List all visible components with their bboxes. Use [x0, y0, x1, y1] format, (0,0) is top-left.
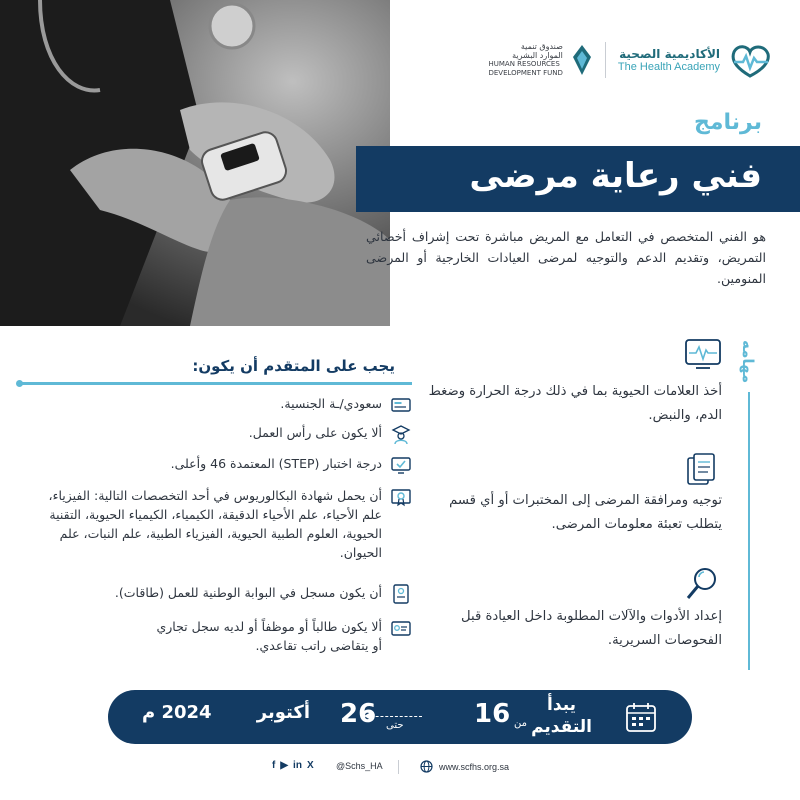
- health-academy-logo: [606, 42, 772, 78]
- hrdf-mark-icon: [571, 43, 593, 77]
- graduate-icon: [390, 423, 412, 445]
- task-item: أخذ العلامات الحيوية بما في ذلك درجة الحرارة وضغط الدم، والنبض.: [428, 384, 722, 423]
- starts-line1: يبدأ: [547, 695, 577, 715]
- hrdf-logo: [488, 42, 605, 78]
- id-badge-icon: [390, 617, 412, 639]
- program-title: فني رعاية مرضى: [469, 156, 762, 196]
- linkedin-icon[interactable]: in: [293, 760, 302, 771]
- magnifier-icon: [684, 566, 720, 602]
- program-description: هو الفني المتخصص في التعامل مع المريض مباشرة تحت إشراف أخصائي التمريض، وتقديم الدعم والتوجيه لمرضى العيادات الخارجية أو المرضى المنومين.: [366, 229, 766, 286]
- task-item: توجيه ومرافقة المرضى إلى المختبرات أو أي قسم يتطلب تعبئة معلومات المرضى.: [449, 493, 722, 532]
- requirement-text: سعودي/ـة الجنسية.: [280, 396, 382, 411]
- requirement-item: [42, 486, 412, 562]
- social-links: [272, 760, 314, 771]
- application-dates-banner: [108, 690, 692, 744]
- calendar-icon: [624, 700, 658, 734]
- vital-monitor-icon: [684, 338, 722, 370]
- website-link[interactable]: [420, 760, 509, 773]
- requirement-item: [115, 583, 412, 605]
- hrdf-en-line2: DEVELOPMENT FUND: [488, 69, 563, 77]
- globe-icon: [420, 760, 433, 773]
- requirement-text: ألا يكون على رأس العمل.: [248, 425, 382, 440]
- from-day: 16: [474, 699, 511, 729]
- footer: [0, 756, 800, 780]
- website-url[interactable]: www.scfhs.org.sa: [439, 761, 510, 772]
- social-handle[interactable]: @Schs_HA: [336, 761, 383, 771]
- requirements-heading: يجب على المتقدم أن يكون:: [192, 357, 395, 375]
- requirement-item: [249, 423, 412, 445]
- program-label: برنامج: [694, 110, 762, 135]
- screen-check-icon: [390, 454, 412, 476]
- hero-photo: [0, 0, 390, 326]
- starts-line2: التقديم: [531, 717, 592, 737]
- facebook-icon[interactable]: f: [272, 760, 276, 771]
- pulse-oximeter-photo: [0, 0, 390, 326]
- requirement-text: أن يحمل شهادة البكالوريوس في أحد التخصصات التالية: الفيزياء، علم الأحياء، علم الأحياء الدقيقة، الكيمياء، الكيمياء الحيوية، التقنية الحيوية، العلوم الطبية الحيوية، الفيزياء الطبية، علم النبات، علم الحيوان.: [48, 488, 382, 560]
- hrdf-en-line1: HUMAN RESOURCES: [488, 60, 560, 68]
- badge-icon: [390, 583, 412, 605]
- title-band: [356, 146, 800, 212]
- x-icon[interactable]: X: [306, 760, 314, 771]
- footer-divider: [398, 760, 399, 774]
- requirement-text: ألا يكون طالباً أو موظفاً أو لديه سجل تجاري أو يتقاضى راتب تقاعدي.: [156, 619, 382, 653]
- from-label: من: [514, 718, 527, 729]
- to-day: 26: [340, 699, 377, 729]
- requirement-text: درجة اختبار (STEP) المعتمدة 46 وأعلى.: [170, 456, 382, 471]
- requirement-item: [152, 617, 412, 655]
- month: أكتوبر: [256, 702, 310, 723]
- academy-heartbeat-icon: [728, 42, 772, 78]
- youtube-icon[interactable]: ▶: [280, 760, 289, 771]
- hrdf-ar-line1: صندوق تنمية: [520, 42, 563, 51]
- document-icon: [686, 452, 716, 488]
- to-label: حتى: [386, 720, 404, 731]
- academy-name-en: The Health Academy: [617, 61, 720, 73]
- header-logos: [488, 38, 772, 82]
- hrdf-ar-line2: الموارد البشرية: [512, 51, 563, 60]
- academy-name-ar: الأكاديمية الصحية: [619, 47, 720, 61]
- tasks-label: مهامه: [728, 332, 768, 392]
- requirements-underline: [22, 382, 412, 385]
- application-starts-label: [531, 694, 592, 738]
- id-card-icon: [390, 394, 412, 416]
- requirement-item: [171, 454, 412, 476]
- certificate-icon: [390, 486, 412, 508]
- requirement-item: [280, 394, 412, 416]
- year: 2024 م: [142, 702, 212, 723]
- requirement-text: أن يكون مسجل في البوابة الوطنية للعمل (طاقات).: [114, 585, 382, 600]
- task-item: إعداد الأدوات والآلات المطلوبة داخل العيادة قبل الفحوصات السريرية.: [461, 609, 722, 648]
